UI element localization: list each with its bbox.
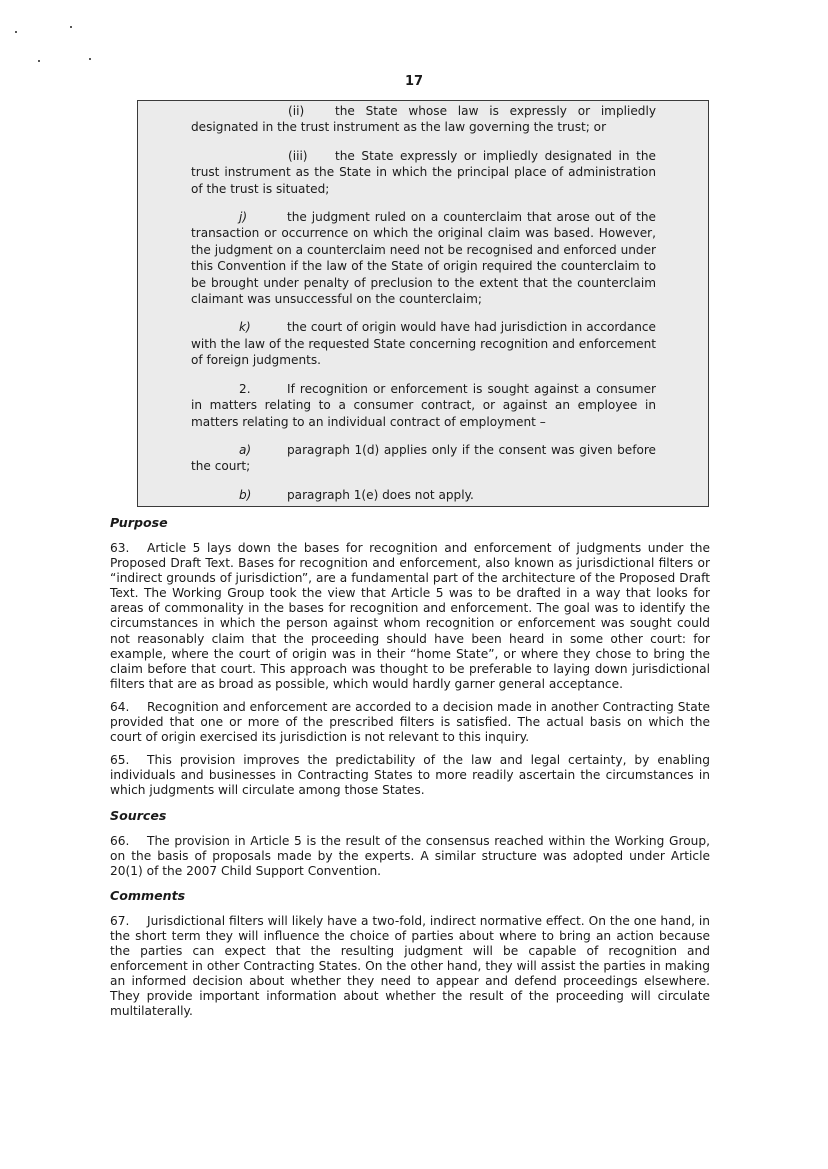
- scan-speck: [89, 58, 91, 60]
- page-number: 17: [404, 74, 424, 89]
- heading-purpose: Purpose: [110, 515, 168, 530]
- heading-sources: Sources: [110, 807, 167, 823]
- item-label: 2.: [239, 381, 251, 396]
- commentary-body: [110, 514, 710, 1027]
- article-quote-box: [137, 100, 709, 507]
- item-text: the State whose law is expressly or impliedly designated in the trust instrument as the law governing the trust; or: [191, 104, 656, 135]
- quote-item-b: [191, 487, 656, 503]
- scan-speck: [15, 31, 17, 33]
- item-text: paragraph 1(d) applies only if the consent was given before the court;: [191, 442, 656, 474]
- quote-item-iii: [191, 148, 656, 197]
- item-label: (ii): [288, 104, 305, 118]
- item-label: a): [239, 442, 252, 457]
- paragraph-text: This provision improves the predictability of the law and legal certainty, by enabling individuals and businesses in Contracting States to more readily ascertain the circumstances in which judgments will circulate among those States.: [110, 753, 710, 798]
- scan-speck: [38, 60, 40, 62]
- paragraph-63: [110, 541, 710, 692]
- paragraph-number: 67.: [110, 913, 130, 928]
- paragraph-number: 65.: [110, 753, 130, 768]
- paragraph-text: Article 5 lays down the bases for recognition and enforcement of judgments under the Proposed Draft Text. Bases for recognition and enforcement, also known as jurisdictional filters or “indirect grounds of jurisdiction”, are a fundamental part of the architecture of the Proposed Draft Text. The Working Group took the view that Article 5 was to be drafted in a way that looks for areas of commonality in the bases for recognition and enforcement. The goal was to identify the circumstances in which the person against whom recognition or enforcement was sought could not reasonably claim that the proceeding should have been heard in some other court: for example, where the court of origin was in their “home State”, or where they chose to bring the claim before that court. This approach was thought to be preferable to laying down jurisdictional filters that are as broad as possible, which would hardly garner general acceptance.: [110, 541, 710, 691]
- paragraph-text: The provision in Article 5 is the result of the consensus reached within the Working Group, on the basis of proposals made by the experts. A similar structure was adopted under Article 20(1) of the 2007 Child Support Convention.: [110, 833, 710, 878]
- paragraph-number: 63.: [110, 541, 130, 555]
- heading-comments: Comments: [110, 887, 186, 903]
- item-text: the court of origin would have had jurisdiction in accordance with the law of the requested State concerning recognition and enforcement of foreign judgments.: [191, 320, 656, 368]
- item-text: paragraph 1(e) does not apply.: [287, 487, 474, 502]
- item-text: the State expressly or impliedly designated in the trust instrument as the State in which the principal place of administration of the trust is situated;: [191, 148, 656, 196]
- paragraph-text: Jurisdictional filters will likely have a two-fold, indirect normative effect. On the one hand, in the short term they will influence the choice of parties about where to bring an action because the parties can expect that the resulting judgment will be capable of recognition and enforcement in other Contracting States. On the other hand, they will assist the parties in making an informed decision about whether they need to appear and defend proceedings elsewhere. They provide important information about whether the result of the proceeding will circulate multilaterally.: [110, 913, 710, 1019]
- scan-speck: [70, 26, 72, 28]
- quote-item-j: [191, 209, 656, 307]
- paragraph-66: [110, 834, 710, 879]
- paragraph-65: [110, 753, 710, 798]
- paragraph-67: [110, 914, 710, 1020]
- item-label: k): [239, 320, 251, 335]
- item-label: (iii): [288, 148, 308, 163]
- item-text: If recognition or enforcement is sought against a consumer in matters relating to a consumer contract, or against an employee in matters relating to an individual contract of employment –: [191, 381, 656, 429]
- quote-paragraph-2: [191, 381, 656, 430]
- paragraph-text: Recognition and enforcement are accorded to a decision made in another Contracting State provided that one or more of the prescribed filters is satisfied. The actual basis on which the court of origin exercised its jurisdiction is not relevant to this inquiry.: [110, 699, 710, 745]
- item-text: the judgment ruled on a counterclaim that arose out of the transaction or occurrence on which the original claim was based. However, the judgment on a counterclaim need not be recognised and enforced under this Convention if the law of the State of origin required the counterclaim to be brought under penalty of preclusion to the extent that the counterclaim claimant was unsuccessful on the counterclaim;: [191, 210, 656, 307]
- quote-item-ii: [191, 103, 656, 136]
- item-label: j): [239, 210, 248, 225]
- quote-item-a: [191, 442, 656, 475]
- paragraph-number: 64.: [110, 699, 130, 714]
- paragraph-number: 66.: [110, 833, 130, 848]
- quote-item-k: [191, 319, 656, 368]
- paragraph-64: [110, 700, 710, 745]
- item-label: b): [239, 487, 252, 502]
